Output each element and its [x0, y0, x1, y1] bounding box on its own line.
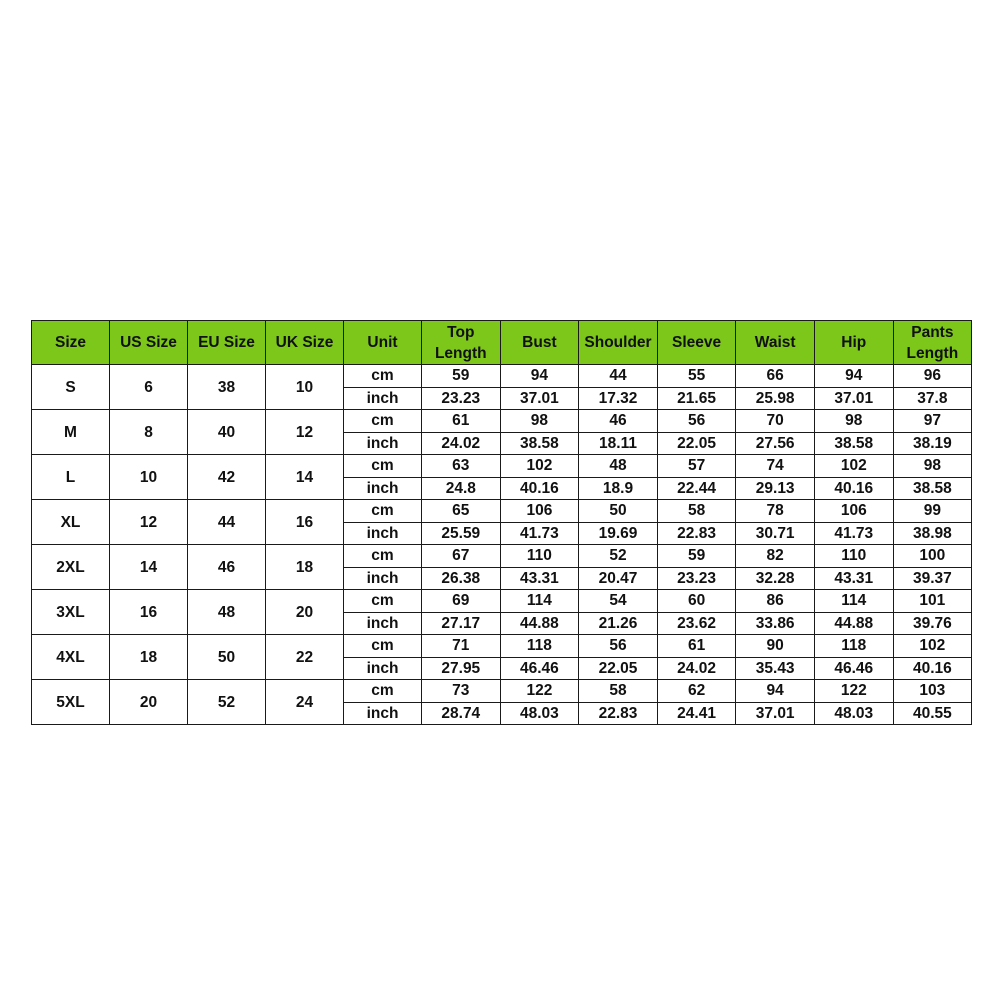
bust-cell: 94 [500, 365, 579, 388]
shoulder-cell: 17.32 [579, 387, 658, 410]
pants-length-cell: 97 [893, 410, 972, 433]
table-row [32, 635, 972, 658]
us-size-cell: 12 [110, 500, 188, 545]
pants-length-cell: 101 [893, 590, 972, 613]
bust-cell: 48.03 [500, 702, 579, 725]
top-length-cell: 28.74 [422, 702, 501, 725]
header-unit: Unit [344, 321, 422, 365]
uk-size-cell: 12 [266, 410, 344, 455]
table-row [32, 680, 972, 703]
shoulder-cell: 46 [579, 410, 658, 433]
hip-cell: 98 [814, 410, 893, 433]
unit-cell: cm [344, 365, 422, 388]
pants-length-cell: 98 [893, 455, 972, 478]
shoulder-cell: 20.47 [579, 567, 658, 590]
unit-cell: cm [344, 455, 422, 478]
size-cell: XL [32, 500, 110, 545]
bust-cell: 106 [500, 500, 579, 523]
size-cell: 4XL [32, 635, 110, 680]
bust-cell: 110 [500, 545, 579, 568]
pants-length-cell: 40.16 [893, 657, 972, 680]
eu-size-cell: 40 [188, 410, 266, 455]
waist-cell: 29.13 [736, 477, 815, 500]
bust-cell: 102 [500, 455, 579, 478]
bust-cell: 46.46 [500, 657, 579, 680]
unit-cell: inch [344, 387, 422, 410]
sleeve-cell: 23.62 [657, 612, 736, 635]
bust-cell: 114 [500, 590, 579, 613]
unit-cell: inch [344, 612, 422, 635]
waist-cell: 27.56 [736, 432, 815, 455]
unit-cell: cm [344, 410, 422, 433]
us-size-cell: 14 [110, 545, 188, 590]
size-cell: 3XL [32, 590, 110, 635]
shoulder-cell: 58 [579, 680, 658, 703]
top-length-cell: 69 [422, 590, 501, 613]
sleeve-cell: 62 [657, 680, 736, 703]
top-length-cell: 27.95 [422, 657, 501, 680]
table-row [32, 545, 972, 568]
sleeve-cell: 55 [657, 365, 736, 388]
hip-cell: 46.46 [814, 657, 893, 680]
header-us-size: US Size [110, 321, 188, 365]
waist-cell: 74 [736, 455, 815, 478]
hip-cell: 40.16 [814, 477, 893, 500]
header-pants-length: Pants Length [893, 321, 972, 365]
shoulder-cell: 21.26 [579, 612, 658, 635]
size-chart-body [32, 365, 972, 725]
us-size-cell: 8 [110, 410, 188, 455]
eu-size-cell: 38 [188, 365, 266, 410]
bust-cell: 118 [500, 635, 579, 658]
table-row [32, 365, 972, 388]
us-size-cell: 6 [110, 365, 188, 410]
bust-cell: 40.16 [500, 477, 579, 500]
header-hip: Hip [814, 321, 893, 365]
waist-cell: 82 [736, 545, 815, 568]
header-row [32, 321, 972, 365]
pants-length-cell: 103 [893, 680, 972, 703]
sleeve-cell: 22.83 [657, 522, 736, 545]
pants-length-cell: 99 [893, 500, 972, 523]
bust-cell: 122 [500, 680, 579, 703]
waist-cell: 66 [736, 365, 815, 388]
uk-size-cell: 22 [266, 635, 344, 680]
size-cell: 5XL [32, 680, 110, 725]
waist-cell: 30.71 [736, 522, 815, 545]
uk-size-cell: 14 [266, 455, 344, 500]
hip-cell: 114 [814, 590, 893, 613]
size-cell: L [32, 455, 110, 500]
pants-length-cell: 100 [893, 545, 972, 568]
pants-length-cell: 38.19 [893, 432, 972, 455]
eu-size-cell: 44 [188, 500, 266, 545]
shoulder-cell: 54 [579, 590, 658, 613]
pants-length-cell: 38.98 [893, 522, 972, 545]
header-size: Size [32, 321, 110, 365]
hip-cell: 94 [814, 365, 893, 388]
unit-cell: cm [344, 590, 422, 613]
pants-length-cell: 39.37 [893, 567, 972, 590]
us-size-cell: 10 [110, 455, 188, 500]
sleeve-cell: 22.44 [657, 477, 736, 500]
waist-cell: 35.43 [736, 657, 815, 680]
waist-cell: 90 [736, 635, 815, 658]
eu-size-cell: 48 [188, 590, 266, 635]
unit-cell: inch [344, 657, 422, 680]
hip-cell: 38.58 [814, 432, 893, 455]
shoulder-cell: 48 [579, 455, 658, 478]
unit-cell: inch [344, 432, 422, 455]
pants-length-cell: 40.55 [893, 702, 972, 725]
sleeve-cell: 56 [657, 410, 736, 433]
header-sleeve: Sleeve [657, 321, 736, 365]
hip-cell: 118 [814, 635, 893, 658]
top-length-cell: 71 [422, 635, 501, 658]
header-top-length: Top Length [422, 321, 501, 365]
waist-cell: 86 [736, 590, 815, 613]
size-cell: 2XL [32, 545, 110, 590]
table-row [32, 410, 972, 433]
bust-cell: 44.88 [500, 612, 579, 635]
shoulder-cell: 19.69 [579, 522, 658, 545]
waist-cell: 37.01 [736, 702, 815, 725]
eu-size-cell: 42 [188, 455, 266, 500]
top-length-cell: 27.17 [422, 612, 501, 635]
pants-length-cell: 39.76 [893, 612, 972, 635]
eu-size-cell: 52 [188, 680, 266, 725]
waist-cell: 78 [736, 500, 815, 523]
waist-cell: 32.28 [736, 567, 815, 590]
size-chart-container [31, 320, 972, 725]
shoulder-cell: 22.83 [579, 702, 658, 725]
sleeve-cell: 57 [657, 455, 736, 478]
hip-cell: 102 [814, 455, 893, 478]
pants-length-cell: 38.58 [893, 477, 972, 500]
us-size-cell: 20 [110, 680, 188, 725]
top-length-cell: 63 [422, 455, 501, 478]
unit-cell: inch [344, 477, 422, 500]
table-row [32, 500, 972, 523]
table-row [32, 455, 972, 478]
sleeve-cell: 59 [657, 545, 736, 568]
hip-cell: 110 [814, 545, 893, 568]
uk-size-cell: 24 [266, 680, 344, 725]
top-length-cell: 65 [422, 500, 501, 523]
bust-cell: 98 [500, 410, 579, 433]
top-length-cell: 24.02 [422, 432, 501, 455]
sleeve-cell: 60 [657, 590, 736, 613]
header-shoulder: Shoulder [579, 321, 658, 365]
sleeve-cell: 24.02 [657, 657, 736, 680]
header-bust: Bust [500, 321, 579, 365]
unit-cell: cm [344, 680, 422, 703]
shoulder-cell: 22.05 [579, 657, 658, 680]
shoulder-cell: 52 [579, 545, 658, 568]
shoulder-cell: 50 [579, 500, 658, 523]
shoulder-cell: 44 [579, 365, 658, 388]
us-size-cell: 16 [110, 590, 188, 635]
sleeve-cell: 58 [657, 500, 736, 523]
bust-cell: 38.58 [500, 432, 579, 455]
shoulder-cell: 18.11 [579, 432, 658, 455]
size-chart-table [31, 320, 972, 725]
sleeve-cell: 24.41 [657, 702, 736, 725]
uk-size-cell: 10 [266, 365, 344, 410]
shoulder-cell: 56 [579, 635, 658, 658]
shoulder-cell: 18.9 [579, 477, 658, 500]
us-size-cell: 18 [110, 635, 188, 680]
unit-cell: cm [344, 545, 422, 568]
header-eu-size: EU Size [188, 321, 266, 365]
unit-cell: inch [344, 522, 422, 545]
sleeve-cell: 61 [657, 635, 736, 658]
table-row [32, 590, 972, 613]
waist-cell: 70 [736, 410, 815, 433]
pants-length-cell: 37.8 [893, 387, 972, 410]
hip-cell: 43.31 [814, 567, 893, 590]
top-length-cell: 25.59 [422, 522, 501, 545]
top-length-cell: 73 [422, 680, 501, 703]
waist-cell: 25.98 [736, 387, 815, 410]
bust-cell: 41.73 [500, 522, 579, 545]
uk-size-cell: 18 [266, 545, 344, 590]
top-length-cell: 67 [422, 545, 501, 568]
uk-size-cell: 20 [266, 590, 344, 635]
hip-cell: 48.03 [814, 702, 893, 725]
bust-cell: 43.31 [500, 567, 579, 590]
unit-cell: inch [344, 702, 422, 725]
eu-size-cell: 46 [188, 545, 266, 590]
size-cell: S [32, 365, 110, 410]
top-length-cell: 24.8 [422, 477, 501, 500]
top-length-cell: 26.38 [422, 567, 501, 590]
top-length-cell: 59 [422, 365, 501, 388]
sleeve-cell: 21.65 [657, 387, 736, 410]
top-length-cell: 61 [422, 410, 501, 433]
hip-cell: 106 [814, 500, 893, 523]
header-uk-size: UK Size [266, 321, 344, 365]
hip-cell: 44.88 [814, 612, 893, 635]
pants-length-cell: 102 [893, 635, 972, 658]
waist-cell: 94 [736, 680, 815, 703]
uk-size-cell: 16 [266, 500, 344, 545]
unit-cell: inch [344, 567, 422, 590]
top-length-cell: 23.23 [422, 387, 501, 410]
sleeve-cell: 22.05 [657, 432, 736, 455]
sleeve-cell: 23.23 [657, 567, 736, 590]
hip-cell: 37.01 [814, 387, 893, 410]
size-cell: M [32, 410, 110, 455]
unit-cell: cm [344, 500, 422, 523]
unit-cell: cm [344, 635, 422, 658]
pants-length-cell: 96 [893, 365, 972, 388]
header-waist: Waist [736, 321, 815, 365]
hip-cell: 122 [814, 680, 893, 703]
bust-cell: 37.01 [500, 387, 579, 410]
waist-cell: 33.86 [736, 612, 815, 635]
eu-size-cell: 50 [188, 635, 266, 680]
hip-cell: 41.73 [814, 522, 893, 545]
